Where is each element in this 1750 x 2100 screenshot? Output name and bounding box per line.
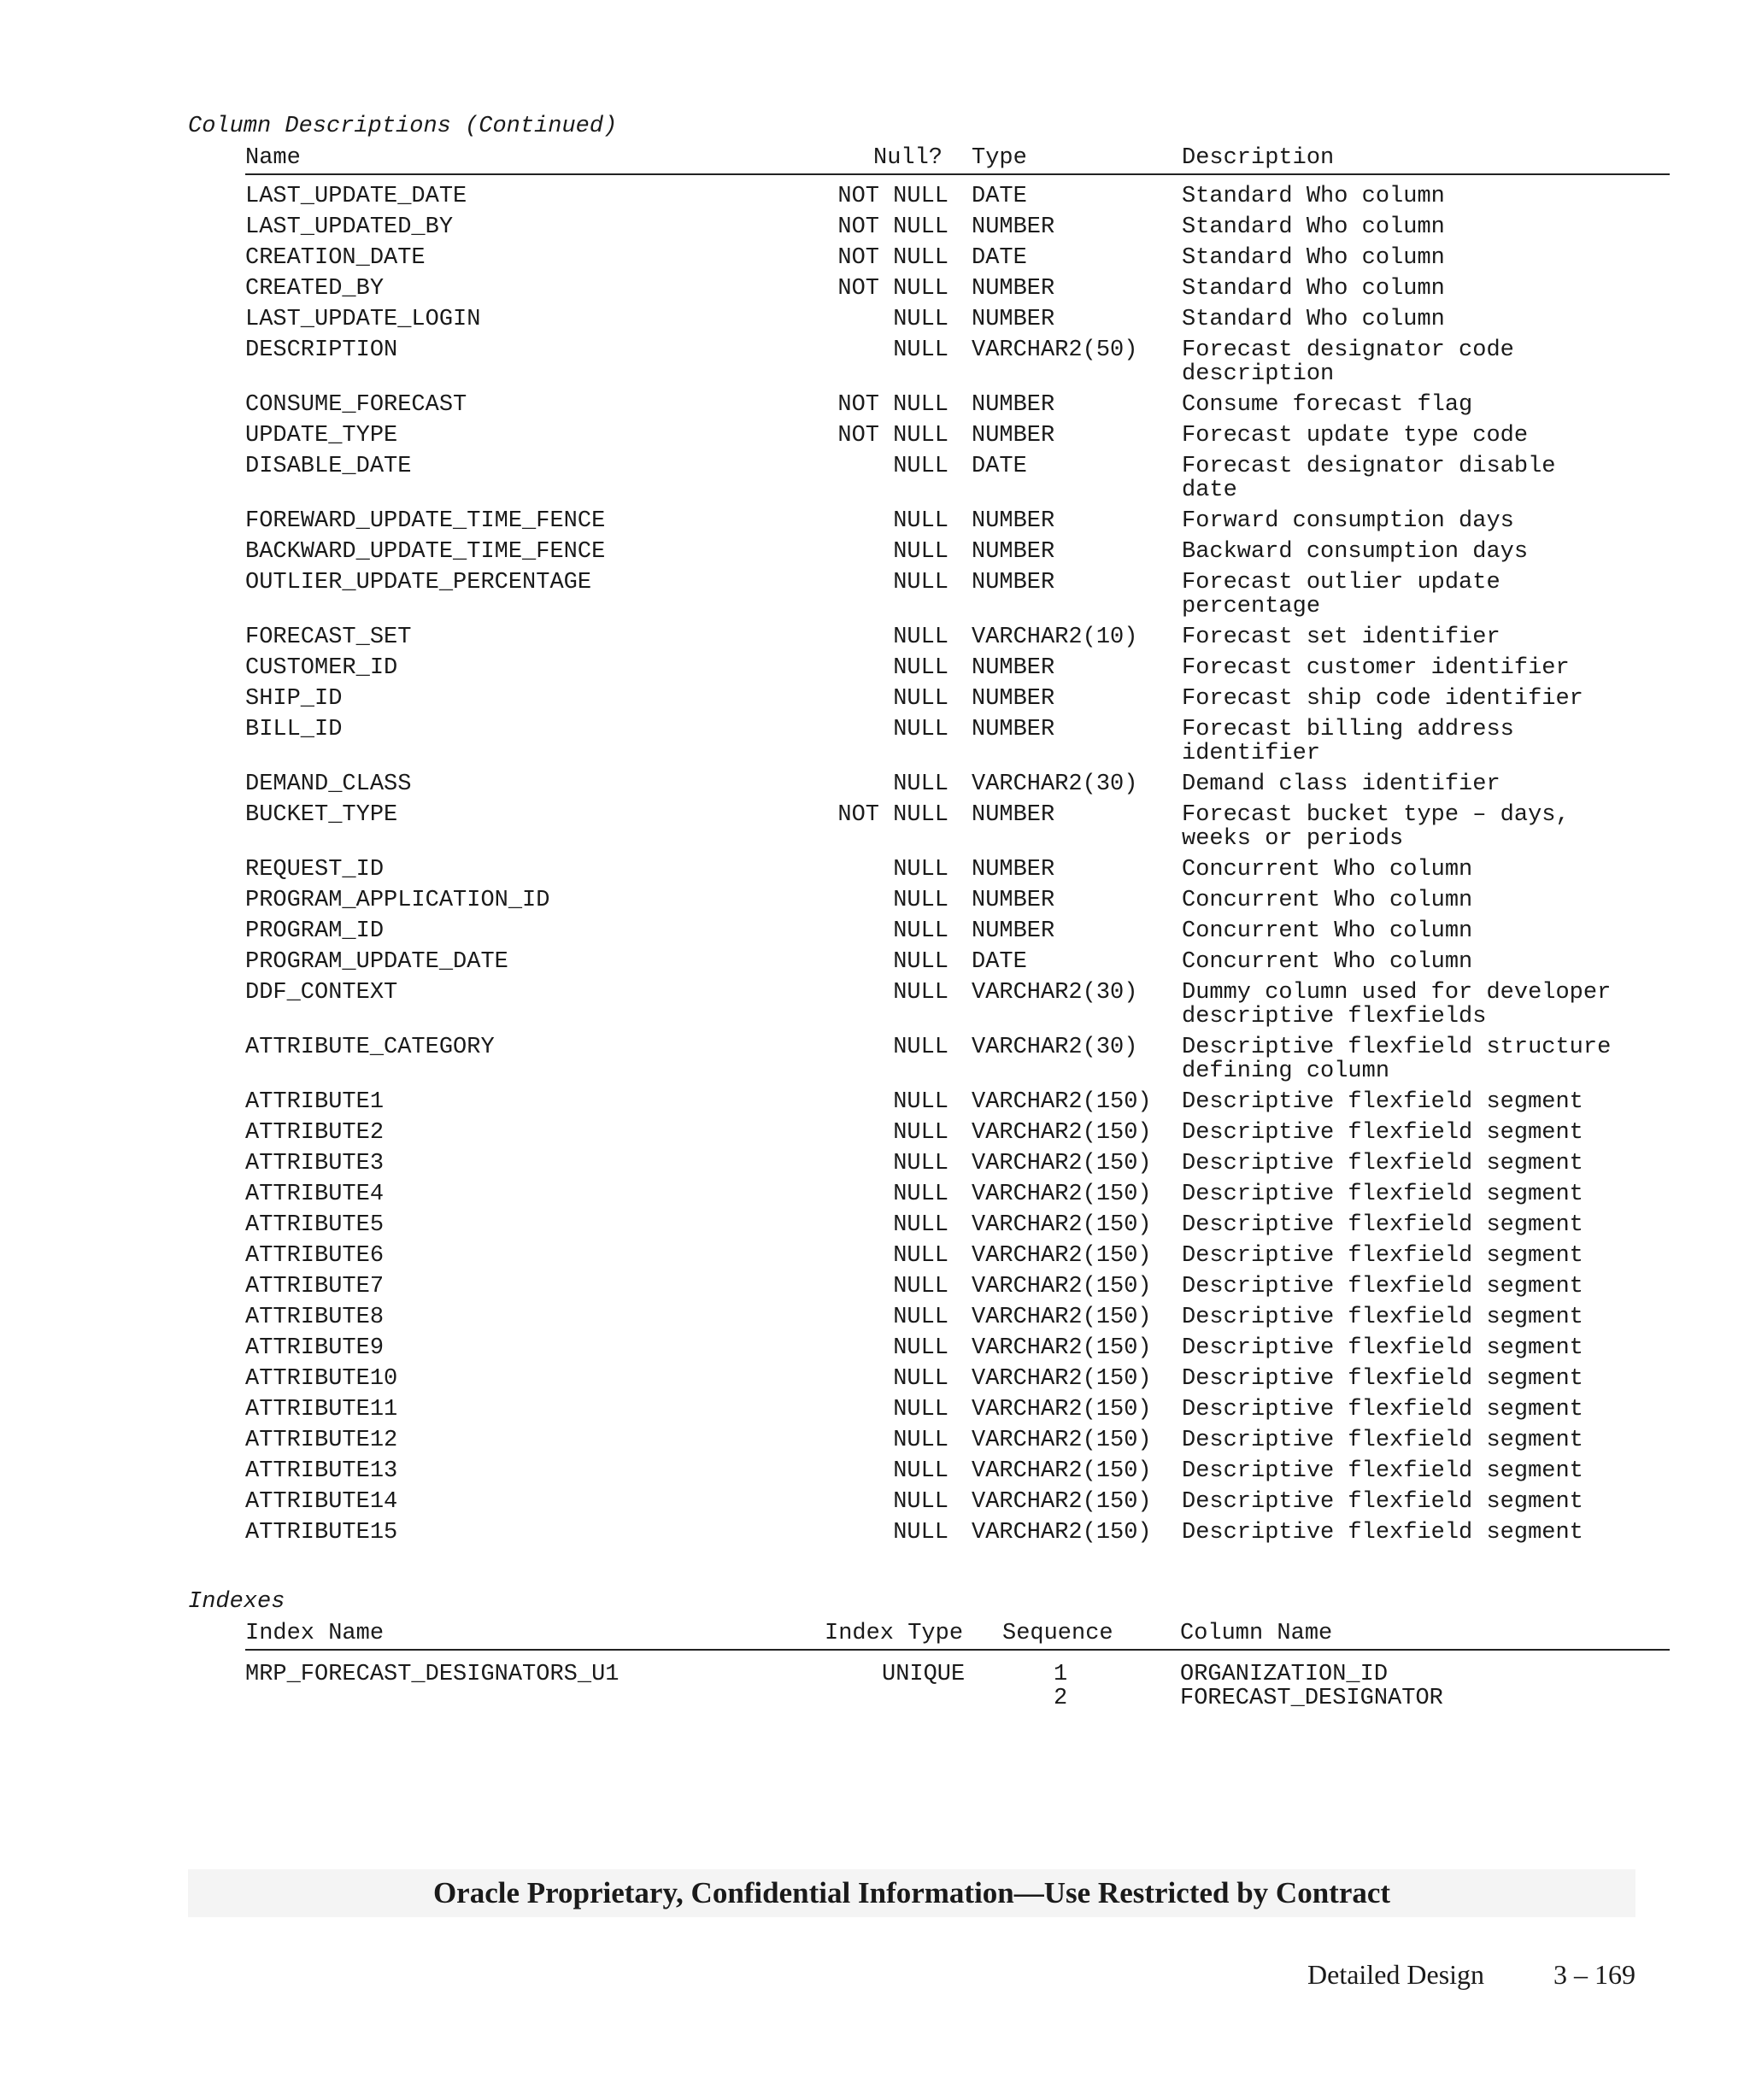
table-row xyxy=(245,1117,1670,1148)
null-cell: NULL xyxy=(893,771,948,797)
description-cell: Descriptive flexfield segment xyxy=(1182,1428,1583,1453)
type-cell: NUMBER xyxy=(972,857,1055,883)
header-index-name: Index Name xyxy=(245,1621,385,1646)
description-cell: Forecast billing address identifier xyxy=(1182,717,1514,766)
index-type: UNIQUE xyxy=(882,1662,966,1687)
description-cell: Concurrent Who column xyxy=(1182,918,1473,944)
description-cell: Demand class identifier xyxy=(1182,771,1500,797)
null-cell: NOT NULL xyxy=(837,276,948,302)
table-row xyxy=(245,1487,1670,1517)
type-cell: NUMBER xyxy=(972,570,1055,595)
description-cell: Descriptive flexfield segment xyxy=(1182,1489,1583,1515)
table-row xyxy=(245,1032,1670,1087)
table-row xyxy=(245,420,1670,451)
header-null: Null? xyxy=(873,145,943,171)
type-cell: NUMBER xyxy=(972,307,1055,332)
column-name-cell: ATTRIBUTE4 xyxy=(245,1182,385,1207)
column-name-cell: CONSUME_FORECAST xyxy=(245,392,467,418)
column-name-cell: PROGRAM_UPDATE_DATE xyxy=(245,949,508,975)
column-name-cell: ATTRIBUTE11 xyxy=(245,1397,398,1422)
type-cell: NUMBER xyxy=(972,918,1055,944)
type-cell: VARCHAR2(150) xyxy=(972,1305,1152,1330)
description-cell: Concurrent Who column xyxy=(1182,857,1473,883)
type-cell: VARCHAR2(150) xyxy=(972,1243,1152,1269)
header-type: Type xyxy=(972,145,1027,171)
null-cell: NOT NULL xyxy=(837,184,948,209)
table-row xyxy=(245,1302,1670,1333)
column-name-cell: REQUEST_ID xyxy=(245,857,385,883)
null-cell: NOT NULL xyxy=(837,392,948,418)
index-column-2: FORECAST_DESIGNATOR xyxy=(1180,1686,1443,1711)
table-row xyxy=(245,653,1670,683)
null-cell: NULL xyxy=(893,1243,948,1269)
description-cell: Forecast bucket type – days, weeks or periods xyxy=(1182,802,1570,852)
null-cell: NULL xyxy=(893,1428,948,1453)
table-row xyxy=(245,947,1670,977)
type-cell: NUMBER xyxy=(972,276,1055,302)
index-sequence-2: 2 xyxy=(1054,1686,1068,1711)
type-cell: VARCHAR2(10) xyxy=(972,625,1138,650)
type-cell: VARCHAR2(150) xyxy=(972,1212,1152,1238)
description-cell: Standard Who column xyxy=(1182,276,1445,302)
header-description: Description xyxy=(1182,145,1335,171)
type-cell: DATE xyxy=(972,184,1027,209)
header-sequence: Sequence xyxy=(1002,1621,1113,1646)
type-cell: DATE xyxy=(972,949,1027,975)
null-cell: NULL xyxy=(893,1212,948,1238)
header-name: Name xyxy=(245,145,301,171)
description-cell: Standard Who column xyxy=(1182,214,1445,240)
column-name-cell: ATTRIBUTE10 xyxy=(245,1366,398,1392)
description-cell: Dummy column used for developer descriptive flexfields xyxy=(1182,980,1612,1029)
null-cell: NULL xyxy=(893,717,948,742)
null-cell: NULL xyxy=(893,949,948,975)
column-table-header xyxy=(245,143,1670,175)
description-cell: Concurrent Who column xyxy=(1182,949,1473,975)
table-row xyxy=(245,1148,1670,1179)
description-cell: Descriptive flexfield segment xyxy=(1182,1335,1583,1361)
table-row xyxy=(245,1333,1670,1364)
column-name-cell: ATTRIBUTE9 xyxy=(245,1335,385,1361)
null-cell: NULL xyxy=(893,1305,948,1330)
column-name-cell: BILL_ID xyxy=(245,717,343,742)
null-cell: NULL xyxy=(893,888,948,913)
type-cell: NUMBER xyxy=(972,423,1055,449)
table-row xyxy=(245,212,1670,243)
table-row xyxy=(245,683,1670,714)
index-sequence-1: 1 xyxy=(1054,1662,1068,1687)
null-cell: NULL xyxy=(893,454,948,479)
type-cell: VARCHAR2(150) xyxy=(972,1489,1152,1515)
description-cell: Forecast update type code xyxy=(1182,423,1529,449)
table-row xyxy=(245,451,1670,506)
type-cell: NUMBER xyxy=(972,655,1055,681)
null-cell: NULL xyxy=(893,307,948,332)
column-name-cell: ATTRIBUTE_CATEGORY xyxy=(245,1035,495,1060)
null-cell: NULL xyxy=(893,570,948,595)
table-row xyxy=(245,1241,1670,1271)
column-name-cell: UPDATE_TYPE xyxy=(245,423,398,449)
description-cell: Forecast designator disable date xyxy=(1182,454,1556,503)
table-row xyxy=(245,1271,1670,1302)
null-cell: NULL xyxy=(893,1151,948,1176)
table-row xyxy=(245,273,1670,304)
type-cell: NUMBER xyxy=(972,392,1055,418)
table-row xyxy=(245,304,1670,335)
column-table-body xyxy=(245,181,1670,1548)
column-name-cell: BUCKET_TYPE xyxy=(245,802,398,828)
column-name-cell: DESCRIPTION xyxy=(245,337,398,363)
column-name-cell: ATTRIBUTE3 xyxy=(245,1151,385,1176)
type-cell: VARCHAR2(50) xyxy=(972,337,1138,363)
column-name-cell: PROGRAM_APPLICATION_ID xyxy=(245,888,550,913)
type-cell: VARCHAR2(30) xyxy=(972,771,1138,797)
type-cell: VARCHAR2(150) xyxy=(972,1366,1152,1392)
table-row xyxy=(245,1210,1670,1241)
null-cell: NULL xyxy=(893,337,948,363)
null-cell: NULL xyxy=(893,539,948,565)
header-index-type: Index Type xyxy=(825,1621,964,1646)
type-cell: VARCHAR2(150) xyxy=(972,1428,1152,1453)
description-cell: Descriptive flexfield segment xyxy=(1182,1458,1583,1484)
description-cell: Descriptive flexfield segment xyxy=(1182,1305,1583,1330)
type-cell: VARCHAR2(150) xyxy=(972,1151,1152,1176)
table-row xyxy=(245,1425,1670,1456)
footer-page-number: 3 – 169 xyxy=(1553,1959,1635,1990)
description-cell: Descriptive flexfield segment xyxy=(1182,1089,1583,1115)
null-cell: NULL xyxy=(893,1397,948,1422)
table-row xyxy=(245,1179,1670,1210)
table-row xyxy=(245,537,1670,567)
column-name-cell: ATTRIBUTE15 xyxy=(245,1520,398,1546)
null-cell: NULL xyxy=(893,1335,948,1361)
null-cell: NULL xyxy=(893,625,948,650)
type-cell: VARCHAR2(150) xyxy=(972,1089,1152,1115)
column-name-cell: CUSTOMER_ID xyxy=(245,655,398,681)
column-descriptions-title: Column Descriptions (Continued) xyxy=(188,114,618,139)
column-name-cell: ATTRIBUTE6 xyxy=(245,1243,385,1269)
description-cell: Descriptive flexfield segment xyxy=(1182,1212,1583,1238)
column-name-cell: ATTRIBUTE2 xyxy=(245,1120,385,1146)
table-row xyxy=(245,977,1670,1032)
table-row xyxy=(245,854,1670,885)
type-cell: VARCHAR2(150) xyxy=(972,1182,1152,1207)
description-cell: Descriptive flexfield segment xyxy=(1182,1151,1583,1176)
column-name-cell: SHIP_ID xyxy=(245,686,343,712)
null-cell: NULL xyxy=(893,1120,948,1146)
description-cell: Descriptive flexfield segment xyxy=(1182,1274,1583,1299)
table-row xyxy=(245,885,1670,916)
null-cell: NULL xyxy=(893,508,948,534)
null-cell: NULL xyxy=(893,686,948,712)
description-cell: Standard Who column xyxy=(1182,245,1445,271)
column-name-cell: DDF_CONTEXT xyxy=(245,980,398,1006)
description-cell: Descriptive flexfield segment xyxy=(1182,1120,1583,1146)
column-name-cell: ATTRIBUTE13 xyxy=(245,1458,398,1484)
type-cell: NUMBER xyxy=(972,802,1055,828)
column-name-cell: CREATION_DATE xyxy=(245,245,426,271)
null-cell: NULL xyxy=(893,1089,948,1115)
null-cell: NULL xyxy=(893,857,948,883)
type-cell: VARCHAR2(150) xyxy=(972,1335,1152,1361)
column-name-cell: LAST_UPDATED_BY xyxy=(245,214,454,240)
table-row xyxy=(245,506,1670,537)
column-name-cell: PROGRAM_ID xyxy=(245,918,385,944)
table-row xyxy=(245,916,1670,947)
table-row xyxy=(245,390,1670,420)
description-cell: Forward consumption days xyxy=(1182,508,1514,534)
type-cell: VARCHAR2(30) xyxy=(972,1035,1138,1060)
type-cell: VARCHAR2(150) xyxy=(972,1520,1152,1546)
description-cell: Forecast set identifier xyxy=(1182,625,1500,650)
null-cell: NOT NULL xyxy=(837,423,948,449)
column-name-cell: CREATED_BY xyxy=(245,276,385,302)
type-cell: VARCHAR2(150) xyxy=(972,1120,1152,1146)
index-table-header xyxy=(245,1618,1670,1651)
description-cell: Descriptive flexfield structure defining column xyxy=(1182,1035,1612,1084)
description-cell: Forecast designator code description xyxy=(1182,337,1514,387)
column-name-cell: ATTRIBUTE5 xyxy=(245,1212,385,1238)
null-cell: NULL xyxy=(893,655,948,681)
table-row xyxy=(245,622,1670,653)
index-name: MRP_FORECAST_DESIGNATORS_U1 xyxy=(245,1662,620,1687)
column-name-cell: ATTRIBUTE7 xyxy=(245,1274,385,1299)
type-cell: NUMBER xyxy=(972,508,1055,534)
type-cell: NUMBER xyxy=(972,214,1055,240)
table-row xyxy=(245,181,1670,212)
index-column-1: ORGANIZATION_ID xyxy=(1180,1662,1389,1687)
table-row xyxy=(245,567,1670,622)
type-cell: DATE xyxy=(972,454,1027,479)
type-cell: VARCHAR2(150) xyxy=(972,1274,1152,1299)
null-cell: NOT NULL xyxy=(837,245,948,271)
table-row xyxy=(245,243,1670,273)
footer-section-name: Detailed Design xyxy=(1307,1959,1485,1990)
type-cell: VARCHAR2(30) xyxy=(972,980,1138,1006)
type-cell: NUMBER xyxy=(972,717,1055,742)
type-cell: VARCHAR2(150) xyxy=(972,1397,1152,1422)
table-row xyxy=(245,714,1670,769)
confidentiality-banner: Oracle Proprietary, Confidential Information––Use Restricted by Contract xyxy=(188,1869,1635,1917)
null-cell: NULL xyxy=(893,1366,948,1392)
description-cell: Descriptive flexfield segment xyxy=(1182,1243,1583,1269)
type-cell: NUMBER xyxy=(972,888,1055,913)
table-row xyxy=(245,335,1670,390)
table-row xyxy=(245,1364,1670,1394)
column-name-cell: ATTRIBUTE8 xyxy=(245,1305,385,1330)
null-cell: NULL xyxy=(893,1274,948,1299)
null-cell: NOT NULL xyxy=(837,802,948,828)
description-cell: Descriptive flexfield segment xyxy=(1182,1520,1583,1546)
null-cell: NULL xyxy=(893,1520,948,1546)
description-cell: Consume forecast flag xyxy=(1182,392,1473,418)
null-cell: NULL xyxy=(893,1489,948,1515)
description-cell: Forecast outlier update percentage xyxy=(1182,570,1500,619)
null-cell: NOT NULL xyxy=(837,214,948,240)
description-cell: Standard Who column xyxy=(1182,184,1445,209)
header-column-name: Column Name xyxy=(1180,1621,1333,1646)
type-cell: NUMBER xyxy=(972,539,1055,565)
column-name-cell: BACKWARD_UPDATE_TIME_FENCE xyxy=(245,539,606,565)
description-cell: Descriptive flexfield segment xyxy=(1182,1397,1583,1422)
type-cell: NUMBER xyxy=(972,686,1055,712)
table-row xyxy=(245,1456,1670,1487)
table-row xyxy=(245,1087,1670,1117)
column-name-cell: DISABLE_DATE xyxy=(245,454,412,479)
null-cell: NULL xyxy=(893,918,948,944)
column-name-cell: LAST_UPDATE_DATE xyxy=(245,184,467,209)
description-cell: Descriptive flexfield segment xyxy=(1182,1366,1583,1392)
column-name-cell: DEMAND_CLASS xyxy=(245,771,412,797)
null-cell: NULL xyxy=(893,1458,948,1484)
column-name-cell: LAST_UPDATE_LOGIN xyxy=(245,307,481,332)
description-cell: Forecast ship code identifier xyxy=(1182,686,1583,712)
type-cell: VARCHAR2(150) xyxy=(972,1458,1152,1484)
column-name-cell: FOREWARD_UPDATE_TIME_FENCE xyxy=(245,508,606,534)
table-row xyxy=(245,1517,1670,1548)
null-cell: NULL xyxy=(893,980,948,1006)
column-name-cell: ATTRIBUTE14 xyxy=(245,1489,398,1515)
description-cell: Forecast customer identifier xyxy=(1182,655,1570,681)
type-cell: DATE xyxy=(972,245,1027,271)
description-cell: Concurrent Who column xyxy=(1182,888,1473,913)
description-cell: Backward consumption days xyxy=(1182,539,1529,565)
column-name-cell: ATTRIBUTE1 xyxy=(245,1089,385,1115)
table-row xyxy=(245,1394,1670,1425)
column-name-cell: FORECAST_SET xyxy=(245,625,412,650)
null-cell: NULL xyxy=(893,1182,948,1207)
table-row xyxy=(245,800,1670,854)
description-cell: Standard Who column xyxy=(1182,307,1445,332)
column-name-cell: OUTLIER_UPDATE_PERCENTAGE xyxy=(245,570,592,595)
indexes-title: Indexes xyxy=(188,1589,285,1615)
table-row xyxy=(245,769,1670,800)
column-name-cell: ATTRIBUTE12 xyxy=(245,1428,398,1453)
description-cell: Descriptive flexfield segment xyxy=(1182,1182,1583,1207)
null-cell: NULL xyxy=(893,1035,948,1060)
